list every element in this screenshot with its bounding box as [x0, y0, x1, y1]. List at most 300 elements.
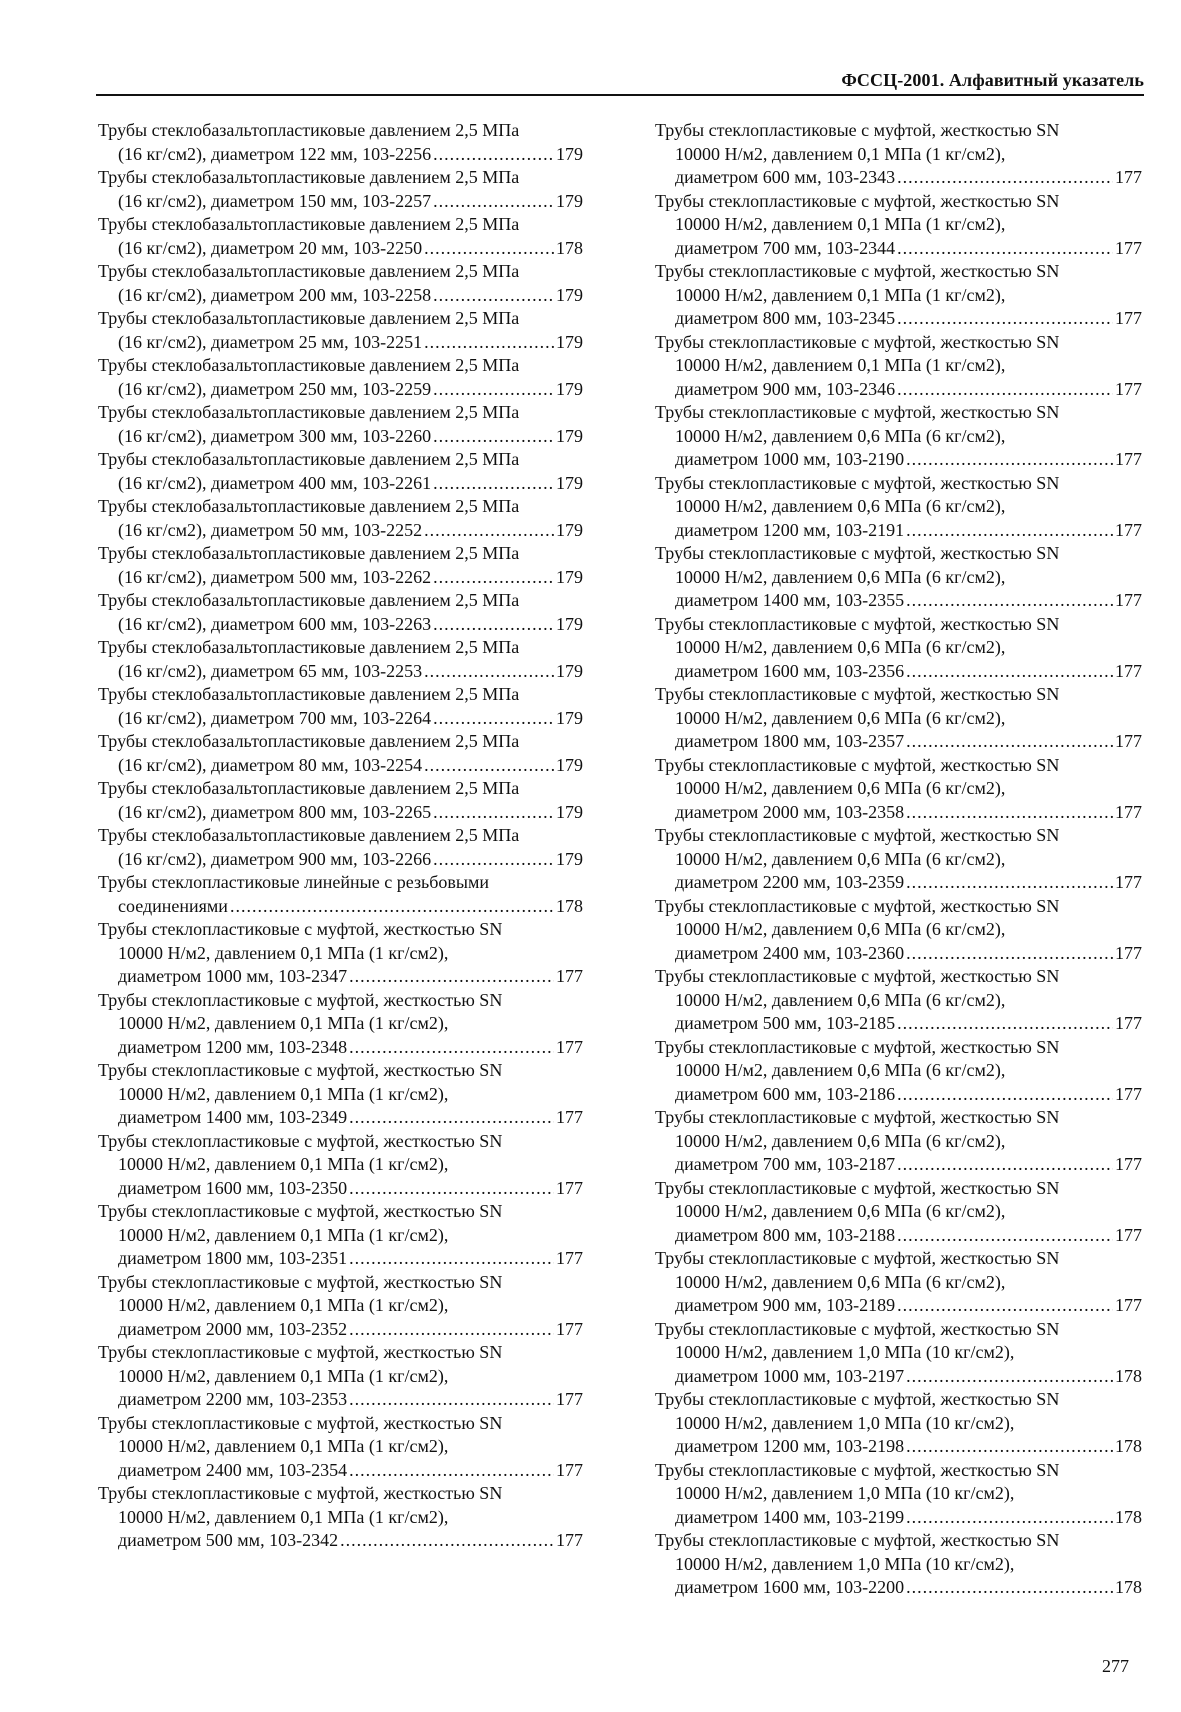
dot-leader: [906, 1365, 1113, 1389]
entry-last-line: [98, 284, 583, 308]
dot-leader: [424, 331, 554, 355]
dot-leader: [906, 519, 1113, 543]
entry-line: диаметром 1600 мм, 103-2350: [118, 1177, 348, 1198]
entry-line: 10000 Н/м2, давлением 0,1 МПа (1 кг/см2),: [118, 1295, 449, 1315]
entry-last-line: [98, 143, 583, 167]
dot-leader: [897, 307, 1113, 331]
entry-page-number: 177: [1115, 519, 1142, 540]
index-entry: [655, 119, 1142, 190]
index-entry: [98, 683, 583, 730]
entry-line: (16 кг/см2), диаметром 150 мм, 103-2257: [118, 190, 432, 211]
entry-page-number: 179: [556, 754, 583, 775]
entry-page-number: 177: [1115, 801, 1142, 822]
entry-page-number: 178: [1115, 1436, 1142, 1456]
entry-line: диаметром 2000 мм, 103-2352: [118, 1318, 348, 1339]
entry-line: Трубы стеклопластиковые с муфтой, жесткостью SN: [98, 919, 503, 939]
entry-page-number: 177: [1115, 167, 1142, 187]
index-entry: [98, 871, 583, 918]
entry-last-line: [98, 1106, 583, 1130]
entry-line: Трубы стеклопластиковые с муфтой, жесткостью SN: [655, 1530, 1060, 1550]
entry-page-number: 177: [556, 1459, 583, 1480]
entry-line: Трубы стеклопластиковые с муфтой, жесткостью SN: [655, 190, 1060, 211]
entry-line: Трубы стеклопластиковые с муфтой, жесткостью SN: [655, 966, 1060, 986]
index-entry: [98, 989, 583, 1060]
dot-leader: [906, 801, 1113, 825]
index-entry: [98, 777, 583, 824]
index-entry: [655, 824, 1142, 895]
entry-page-number: 177: [1115, 1083, 1142, 1104]
entry-line: (16 кг/см2), диаметром 50 мм, 103-2252: [118, 519, 423, 540]
entry-page-number: 177: [1115, 449, 1142, 469]
dot-leader: [349, 965, 554, 989]
entry-line: 10000 Н/м2, давлением 0,6 МПа (6 кг/см2),: [675, 425, 1006, 446]
entry-last-line: [98, 378, 583, 402]
entry-line: Трубы стеклобазальтопластиковые давлением 2,5 МПа: [98, 637, 520, 657]
entry-line: 10000 Н/м2, давлением 0,6 МПа (6 кг/см2),: [675, 919, 1006, 939]
entry-last-line: [98, 965, 583, 989]
entry-page-number: 177: [1115, 237, 1142, 258]
entry-line: Трубы стеклобазальтопластиковые давлением 2,5 МПа: [98, 825, 520, 845]
entry-line: Трубы стеклобазальтопластиковые давлением 2,5 МПа: [98, 590, 520, 610]
entry-line: Трубы стеклопластиковые с муфтой, жесткостью SN: [655, 754, 1060, 775]
entry-page-number: 178: [1115, 1365, 1142, 1386]
index-entry: [98, 260, 583, 307]
entry-line: Трубы стеклобазальтопластиковые давлением 2,5 МПа: [98, 449, 520, 469]
entry-line: диаметром 1400 мм, 103-2349: [118, 1107, 348, 1127]
index-entry: [655, 401, 1142, 472]
index-entry: [98, 401, 583, 448]
entry-line: диаметром 900 мм, 103-2189: [675, 1295, 896, 1315]
entry-line: Трубы стеклопластиковые с муфтой, жесткостью SN: [98, 1412, 503, 1433]
entry-last-line: [655, 871, 1142, 895]
index-entry: [98, 307, 583, 354]
entry-line: (16 кг/см2), диаметром 250 мм, 103-2259: [118, 378, 432, 399]
entry-line: Трубы стеклобазальтопластиковые давлением 2,5 МПа: [98, 120, 520, 140]
dot-leader: [349, 1247, 554, 1271]
entry-line: диаметром 1200 мм, 103-2198: [675, 1436, 905, 1456]
dot-leader: [906, 942, 1113, 966]
entry-line: (16 кг/см2), диаметром 25 мм, 103-2251: [118, 331, 423, 352]
dot-leader: [340, 1529, 554, 1553]
entry-page-number: 178: [1115, 1577, 1142, 1597]
entry-page-number: 179: [556, 284, 583, 305]
entry-line: Трубы стеклобазальтопластиковые давлением 2,5 МПа: [98, 684, 520, 704]
dot-leader: [349, 1036, 554, 1060]
dot-leader: [349, 1106, 554, 1130]
entry-line: диаметром 1000 мм, 103-2197: [675, 1365, 905, 1386]
index-entry: [98, 354, 583, 401]
dot-leader: [906, 730, 1113, 754]
entry-line: 10000 Н/м2, давлением 0,6 МПа (6 кг/см2),: [675, 1130, 1006, 1151]
entry-line: Трубы стеклопластиковые с муфтой, жесткостью SN: [98, 1271, 503, 1292]
dot-leader: [897, 1153, 1113, 1177]
entry-page-number: 179: [556, 848, 583, 869]
entry-page-number: 177: [556, 1389, 583, 1409]
entry-page-number: 177: [556, 1036, 583, 1057]
entry-page-number: 177: [556, 1177, 583, 1198]
entry-last-line: [98, 519, 583, 543]
entry-line: Трубы стеклобазальтопластиковые давлением 2,5 МПа: [98, 778, 520, 798]
index-entry: [98, 730, 583, 777]
entry-line: (16 кг/см2), диаметром 400 мм, 103-2261: [118, 472, 432, 493]
index-column-left: [98, 119, 583, 1553]
entry-line: Трубы стеклопластиковые с муфтой, жесткостью SN: [98, 1130, 503, 1151]
entry-line: Трубы стеклопластиковые с муфтой, жесткостью SN: [655, 402, 1060, 422]
entry-line: Трубы стеклопластиковые с муфтой, жесткостью SN: [655, 1177, 1060, 1198]
entry-last-line: [655, 660, 1142, 684]
dot-leader: [433, 143, 554, 167]
dot-leader: [897, 1012, 1113, 1036]
entry-page-number: 179: [556, 707, 583, 728]
entry-line: диаметром 1000 мм, 103-2347: [118, 966, 348, 986]
index-entry: [655, 1529, 1142, 1600]
entry-page-number: 177: [556, 1530, 583, 1550]
index-entry: [655, 190, 1142, 261]
entry-last-line: [98, 801, 583, 825]
dot-leader: [433, 472, 554, 496]
entry-last-line: [655, 730, 1142, 754]
entry-line: диаметром 1200 мм, 103-2348: [118, 1036, 348, 1057]
entry-line: Трубы стеклопластиковые с муфтой, жесткостью SN: [98, 1060, 503, 1080]
index-entry: [655, 754, 1142, 825]
entry-page-number: 177: [1115, 660, 1142, 681]
entry-last-line: [98, 707, 583, 731]
dot-leader: [433, 378, 554, 402]
entry-line: Трубы стеклопластиковые с муфтой, жесткостью SN: [655, 684, 1060, 704]
entry-line: 10000 Н/м2, давлением 0,6 МПа (6 кг/см2),: [675, 637, 1006, 657]
dot-leader: [433, 190, 554, 214]
entry-line: (16 кг/см2), диаметром 800 мм, 103-2265: [118, 801, 432, 822]
entry-page-number: 177: [1115, 731, 1142, 751]
entry-line: Трубы стеклопластиковые с муфтой, жесткостью SN: [98, 989, 503, 1010]
index-entry: [655, 542, 1142, 613]
index-entry: [655, 1318, 1142, 1389]
entry-last-line: [655, 1083, 1142, 1107]
entry-line: Трубы стеклопластиковые с муфтой, жесткостью SN: [98, 1201, 503, 1221]
entry-line: Трубы стеклопластиковые с муфтой, жесткостью SN: [655, 1459, 1060, 1480]
entry-page-number: 179: [556, 378, 583, 399]
entry-page-number: 177: [1115, 942, 1142, 963]
entry-line: 10000 Н/м2, давлением 0,1 МПа (1 кг/см2),: [118, 1506, 449, 1527]
entry-page-number: 179: [556, 143, 583, 164]
entry-line: Трубы стеклопластиковые с муфтой, жесткостью SN: [98, 1483, 503, 1503]
entry-line: Трубы стеклобазальтопластиковые давлением 2,5 МПа: [98, 543, 520, 563]
entry-page-number: 177: [1115, 1154, 1142, 1174]
entry-line: соединениями: [118, 895, 228, 916]
entry-line: 10000 Н/м2, давлением 0,1 МПа (1 кг/см2),: [118, 1083, 449, 1104]
index-entry: [655, 1459, 1142, 1530]
entry-last-line: [655, 942, 1142, 966]
entry-last-line: [655, 1506, 1142, 1530]
entry-last-line: [655, 237, 1142, 261]
entry-page-number: 179: [556, 566, 583, 587]
entry-line: Трубы стеклобазальтопластиковые давлением 2,5 МПа: [98, 214, 520, 234]
entry-line: диаметром 1800 мм, 103-2357: [675, 731, 905, 751]
entry-line: диаметром 2400 мм, 103-2354: [118, 1459, 348, 1480]
entry-line: диаметром 700 мм, 103-2187: [675, 1154, 896, 1174]
index-entry: [98, 1341, 583, 1412]
entry-page-number: 177: [1115, 1295, 1142, 1315]
entry-line: диаметром 1600 мм, 103-2200: [675, 1577, 905, 1597]
entry-line: (16 кг/см2), диаметром 200 мм, 103-2258: [118, 284, 432, 305]
entry-page-number: 177: [1115, 308, 1142, 328]
entry-page-number: 177: [556, 1318, 583, 1339]
dot-leader: [897, 166, 1113, 190]
entry-line: Трубы стеклопластиковые с муфтой, жесткостью SN: [655, 1107, 1060, 1127]
entry-line: диаметром 2000 мм, 103-2358: [675, 801, 905, 822]
entry-last-line: [655, 1365, 1142, 1389]
entry-line: диаметром 2400 мм, 103-2360: [675, 942, 905, 963]
entry-line: 10000 Н/м2, давлением 0,6 МПа (6 кг/см2),: [675, 1271, 1006, 1292]
index-entry: [98, 1412, 583, 1483]
entry-line: 10000 Н/м2, давлением 1,0 МПа (10 кг/см2),: [675, 1412, 1015, 1433]
index-entry: [655, 613, 1142, 684]
entry-last-line: [655, 1153, 1142, 1177]
index-entry: [98, 166, 583, 213]
dot-leader: [906, 1506, 1113, 1530]
entry-last-line: [655, 1435, 1142, 1459]
entry-line: (16 кг/см2), диаметром 20 мм, 103-2250: [118, 237, 423, 258]
entry-last-line: [98, 425, 583, 449]
index-entry: [655, 1247, 1142, 1318]
dot-leader: [897, 1294, 1113, 1318]
entry-page-number: 177: [556, 966, 583, 986]
dot-leader: [433, 566, 554, 590]
dot-leader: [424, 754, 554, 778]
entry-page-number: 177: [556, 1248, 583, 1268]
entry-page-number: 179: [556, 801, 583, 822]
entry-line: (16 кг/см2), диаметром 600 мм, 103-2263: [118, 613, 432, 634]
entry-page-number: 179: [556, 190, 583, 211]
entry-line: 10000 Н/м2, давлением 0,6 МПа (6 кг/см2),: [675, 1060, 1006, 1080]
dot-leader: [424, 237, 554, 261]
dot-leader: [906, 1435, 1113, 1459]
entry-page-number: 179: [556, 331, 583, 352]
entry-line: 10000 Н/м2, давлением 0,1 МПа (1 кг/см2),: [118, 1224, 449, 1245]
entry-line: Трубы стеклопластиковые с муфтой, жесткостью SN: [655, 1318, 1060, 1339]
entry-line: диаметром 600 мм, 103-2186: [675, 1083, 896, 1104]
index-entry: [98, 1200, 583, 1271]
entry-last-line: [655, 1576, 1142, 1600]
entry-page-number: 177: [1115, 378, 1142, 399]
dot-leader: [230, 895, 554, 919]
page-number: 277: [1102, 1656, 1129, 1676]
index-entry: [655, 683, 1142, 754]
entry-last-line: [655, 1012, 1142, 1036]
entry-line: Трубы стеклопластиковые с муфтой, жесткостью SN: [655, 472, 1060, 493]
entry-page-number: 177: [556, 1107, 583, 1127]
dot-leader: [433, 425, 554, 449]
entry-line: Трубы стеклопластиковые с муфтой, жесткостью SN: [655, 543, 1060, 563]
dot-leader: [433, 801, 554, 825]
entry-last-line: [655, 801, 1142, 825]
entry-line: диаметром 1800 мм, 103-2351: [118, 1248, 348, 1268]
dot-leader: [906, 660, 1113, 684]
entry-page-number: 177: [1115, 1224, 1142, 1245]
entry-line: Трубы стеклопластиковые с муфтой, жесткостью SN: [655, 825, 1060, 845]
entry-line: диаметром 2200 мм, 103-2359: [675, 872, 905, 892]
index-entry: [98, 1482, 583, 1553]
entry-line: 10000 Н/м2, давлением 0,1 МПа (1 кг/см2),: [675, 284, 1006, 305]
dot-leader: [349, 1388, 554, 1412]
index-entry: [98, 213, 583, 260]
entry-page-number: 179: [556, 472, 583, 493]
dot-leader: [897, 1224, 1113, 1248]
entry-line: Трубы стеклопластиковые с муфтой, жесткостью SN: [655, 1248, 1060, 1268]
page-header: [96, 66, 1144, 96]
entry-line: (16 кг/см2), диаметром 300 мм, 103-2260: [118, 425, 432, 446]
index-entry: [98, 495, 583, 542]
dot-leader: [433, 848, 554, 872]
entry-line: (16 кг/см2), диаметром 80 мм, 103-2254: [118, 754, 423, 775]
dot-leader: [349, 1459, 554, 1483]
entry-line: 10000 Н/м2, давлением 1,0 МПа (10 кг/см2),: [675, 1342, 1015, 1362]
entry-line: диаметром 1400 мм, 103-2355: [675, 590, 905, 610]
index-entry: [655, 260, 1142, 331]
dot-leader: [433, 613, 554, 637]
entry-line: Трубы стеклопластиковые с муфтой, жесткостью SN: [655, 613, 1060, 634]
index-entry: [655, 1388, 1142, 1459]
entry-page-number: 178: [556, 237, 583, 258]
entry-last-line: [98, 660, 583, 684]
entry-line: Трубы стеклобазальтопластиковые давлением 2,5 МПа: [98, 496, 520, 516]
entry-line: (16 кг/см2), диаметром 65 мм, 103-2253: [118, 660, 423, 681]
entry-line: диаметром 600 мм, 103-2343: [675, 167, 896, 187]
entry-last-line: [98, 754, 583, 778]
entry-last-line: [98, 331, 583, 355]
entry-last-line: [655, 448, 1142, 472]
entry-line: Трубы стеклопластиковые с муфтой, жесткостью SN: [655, 1389, 1060, 1409]
entry-line: 10000 Н/м2, давлением 0,1 МПа (1 кг/см2),: [118, 1013, 449, 1033]
entry-page-number: 179: [556, 519, 583, 540]
index-entry: [98, 918, 583, 989]
index-entry: [655, 1106, 1142, 1177]
entry-last-line: [98, 237, 583, 261]
entry-line: Трубы стеклобазальтопластиковые давлением 2,5 МПа: [98, 308, 520, 328]
entry-line: 10000 Н/м2, давлением 0,6 МПа (6 кг/см2),: [675, 1201, 1006, 1221]
entry-last-line: [98, 895, 583, 919]
dot-leader: [897, 378, 1113, 402]
index-entry: [98, 542, 583, 589]
entry-line: диаметром 500 мм, 103-2342: [118, 1530, 339, 1550]
index-entry: [98, 1271, 583, 1342]
entry-last-line: [98, 1177, 583, 1201]
entry-last-line: [655, 1294, 1142, 1318]
entry-line: 10000 Н/м2, давлением 1,0 МПа (10 кг/см2),: [675, 1483, 1015, 1503]
entry-line: 10000 Н/м2, давлением 0,1 МПа (1 кг/см2),: [675, 214, 1006, 234]
entry-last-line: [98, 848, 583, 872]
entry-last-line: [98, 1247, 583, 1271]
entry-line: 10000 Н/м2, давлением 0,6 МПа (6 кг/см2),: [675, 778, 1006, 798]
index-entry: [655, 965, 1142, 1036]
entry-page-number: 179: [556, 425, 583, 446]
dot-leader: [433, 284, 554, 308]
entry-line: Трубы стеклопластиковые линейные с резьбовыми: [98, 872, 490, 892]
entry-line: Трубы стеклобазальтопластиковые давлением 2,5 МПа: [98, 731, 520, 751]
entry-line: диаметром 1000 мм, 103-2190: [675, 449, 905, 469]
entry-line: 10000 Н/м2, давлением 1,0 МПа (10 кг/см2),: [675, 1553, 1015, 1574]
entry-line: диаметром 1200 мм, 103-2191: [675, 519, 905, 540]
entry-last-line: [98, 1036, 583, 1060]
dot-leader: [906, 1576, 1113, 1600]
entry-line: 10000 Н/м2, давлением 0,6 МПа (6 кг/см2),: [675, 989, 1006, 1010]
entry-line: Трубы стеклобазальтопластиковые давлением 2,5 МПа: [98, 402, 520, 422]
entry-line: (16 кг/см2), диаметром 500 мм, 103-2262: [118, 566, 432, 587]
dot-leader: [897, 1083, 1113, 1107]
entry-last-line: [655, 589, 1142, 613]
index-entry: [98, 1059, 583, 1130]
entry-line: Трубы стеклобазальтопластиковые давлением 2,5 МПа: [98, 261, 520, 281]
entry-line: 10000 Н/м2, давлением 0,1 МПа (1 кг/см2),: [118, 942, 449, 963]
entry-last-line: [98, 1388, 583, 1412]
entry-line: 10000 Н/м2, давлением 0,6 МПа (6 кг/см2),: [675, 496, 1006, 516]
entry-line: диаметром 2200 мм, 103-2353: [118, 1389, 348, 1409]
entry-last-line: [98, 566, 583, 590]
entry-line: 10000 Н/м2, давлением 0,6 МПа (6 кг/см2),: [675, 848, 1006, 869]
entry-line: 10000 Н/м2, давлением 0,1 МПа (1 кг/см2),: [118, 1365, 449, 1386]
dot-leader: [433, 707, 554, 731]
entry-line: (16 кг/см2), диаметром 700 мм, 103-2264: [118, 707, 432, 728]
index-entry: [655, 472, 1142, 543]
entry-last-line: [98, 190, 583, 214]
entry-line: Трубы стеклобазальтопластиковые давлением 2,5 МПа: [98, 167, 520, 187]
dot-leader: [424, 519, 554, 543]
entry-line: (16 кг/см2), диаметром 900 мм, 103-2266: [118, 848, 432, 869]
header-title: ФССЦ-2001. Алфавитный указатель: [841, 70, 1144, 90]
entry-line: 10000 Н/м2, давлением 0,1 МПа (1 кг/см2),: [675, 143, 1006, 164]
index-entry: [98, 589, 583, 636]
entry-page-number: 178: [1115, 1506, 1142, 1527]
entry-line: Трубы стеклопластиковые с муфтой, жесткостью SN: [655, 331, 1060, 352]
entry-line: 10000 Н/м2, давлением 0,1 МПа (1 кг/см2),: [118, 1154, 449, 1174]
entry-last-line: [655, 307, 1142, 331]
entry-line: (16 кг/см2), диаметром 122 мм, 103-2256: [118, 143, 432, 164]
entry-last-line: [98, 1459, 583, 1483]
entry-page-number: 179: [556, 613, 583, 634]
index-entry: [655, 331, 1142, 402]
entry-line: Трубы стеклопластиковые с муфтой, жесткостью SN: [98, 1342, 503, 1362]
index-entry: [98, 1130, 583, 1201]
dot-leader: [906, 589, 1113, 613]
index-entry: [98, 448, 583, 495]
entry-last-line: [655, 1224, 1142, 1248]
entry-line: 10000 Н/м2, давлением 0,6 МПа (6 кг/см2),: [675, 707, 1006, 728]
entry-page-number: 178: [556, 895, 583, 916]
index-entry: [655, 1177, 1142, 1248]
entry-page-number: 177: [1115, 590, 1142, 610]
index-entry: [655, 895, 1142, 966]
index-entry: [98, 824, 583, 871]
entry-line: диаметром 800 мм, 103-2345: [675, 308, 896, 328]
entry-line: Трубы стеклопластиковые с муфтой, жесткостью SN: [655, 120, 1060, 140]
dot-leader: [349, 1177, 554, 1201]
entry-last-line: [98, 1318, 583, 1342]
entry-line: 10000 Н/м2, давлением 0,6 МПа (6 кг/см2),: [675, 566, 1006, 587]
index-entry: [655, 1036, 1142, 1107]
index-column-right: [655, 119, 1142, 1600]
entry-line: диаметром 800 мм, 103-2188: [675, 1224, 896, 1245]
index-entry: [98, 636, 583, 683]
entry-line: Трубы стеклобазальтопластиковые давлением 2,5 МПа: [98, 355, 520, 375]
entry-last-line: [655, 166, 1142, 190]
dot-leader: [906, 448, 1113, 472]
entry-line: Трубы стеклопластиковые с муфтой, жесткостью SN: [655, 895, 1060, 916]
entry-page-number: 179: [556, 660, 583, 681]
entry-page-number: 177: [1115, 872, 1142, 892]
entry-last-line: [655, 378, 1142, 402]
entry-line: диаметром 900 мм, 103-2346: [675, 378, 896, 399]
dot-leader: [349, 1318, 554, 1342]
